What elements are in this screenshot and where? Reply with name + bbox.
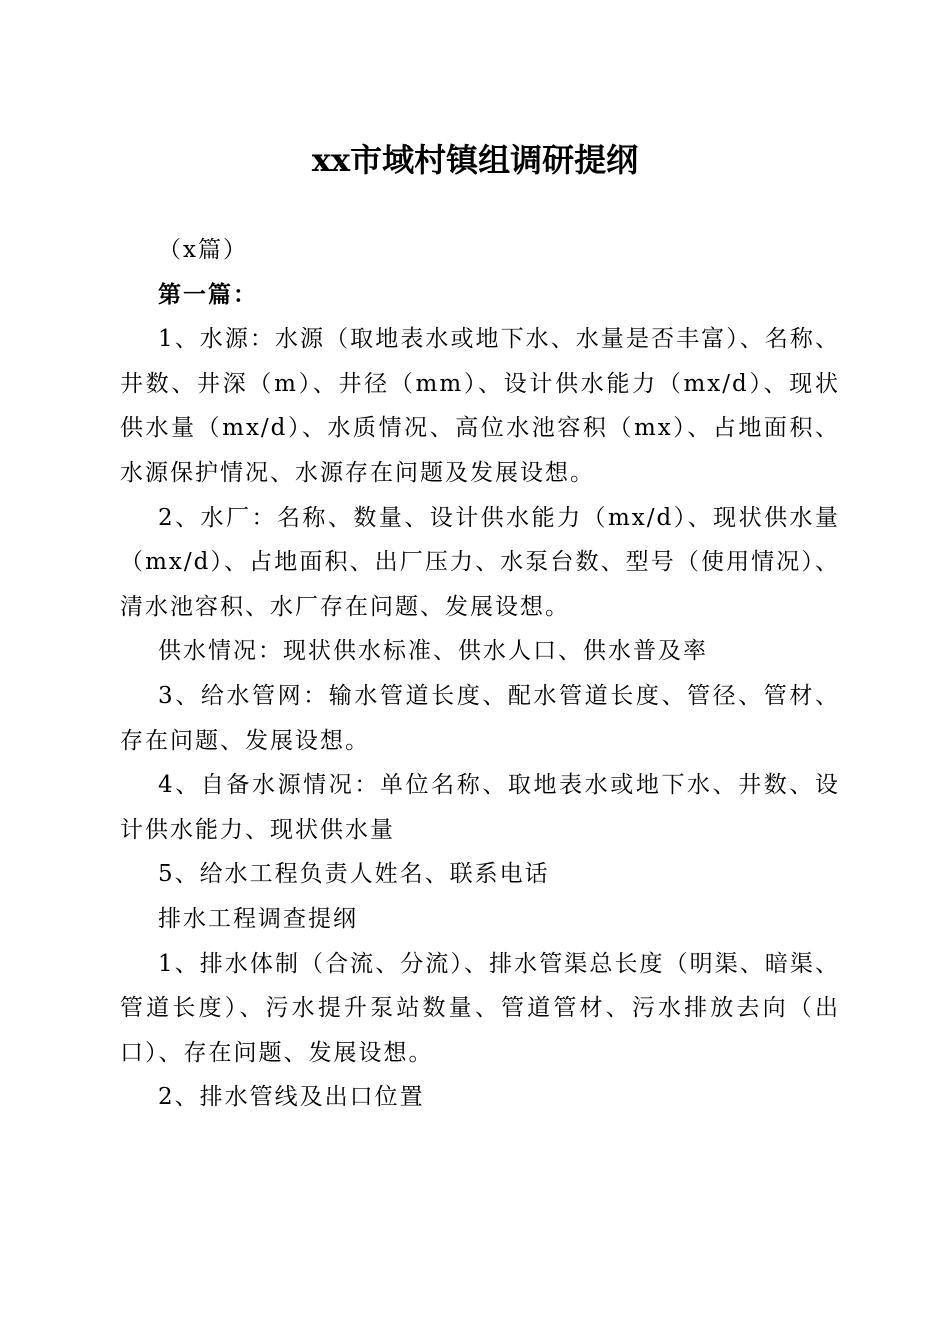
- paragraph-drainage-system: 1、排水体制（合流、分流）、排水管渠总长度（明渠、暗渠、管道长度）、污水提升泵站数量、管道管材、污水排放去向（出口）、存在问题、发展设想。: [120, 950, 840, 1066]
- paragraph-supply-contact: 5、给水工程负责人姓名、联系电话: [158, 861, 550, 888]
- document-body: [120, 228, 840, 1120]
- paragraph-water-plant: 2、水厂：名称、数量、设计供水能力（mx/d）、现状供水量（mx/d）、占地面积、出厂压力、水泵台数、型号（使用情况）、清水池容积、水厂存在问题、发展设想。: [120, 504, 840, 620]
- paragraph-self-supplied-source: 4、自备水源情况：单位名称、取地表水或地下水、井数、设计供水能力、现状供水量: [120, 772, 840, 843]
- paragraph-supply-network: 3、给水管网：输水管道长度、配水管道长度、管径、管材、存在问题、发展设想。: [120, 682, 840, 754]
- paragraph-drainage-outlets: 2、排水管线及出口位置: [158, 1084, 425, 1111]
- paragraph-part-one-heading: 第一篇：: [158, 280, 258, 308]
- paragraph-water-source: 1、水源：水源（取地表水或地下水、水量是否丰富）、名称、井数、井深（m）、井径（mm）、设计供水能力（mx/d）、现状供水量（mx/d）、水质情况、高位水池容积（mx）、占地面积、水源保护情况、水源存在问题及发展设想。: [120, 326, 840, 486]
- paragraph-section-count: （x篇）: [158, 237, 248, 263]
- document-title: xx市域村镇组调研提纲: [311, 141, 639, 179]
- paragraph-supply-status: 供水情况：现状供水标准、供水人口、供水普及率: [158, 638, 708, 665]
- paragraph-drainage-heading: 排水工程调查提纲: [158, 905, 358, 932]
